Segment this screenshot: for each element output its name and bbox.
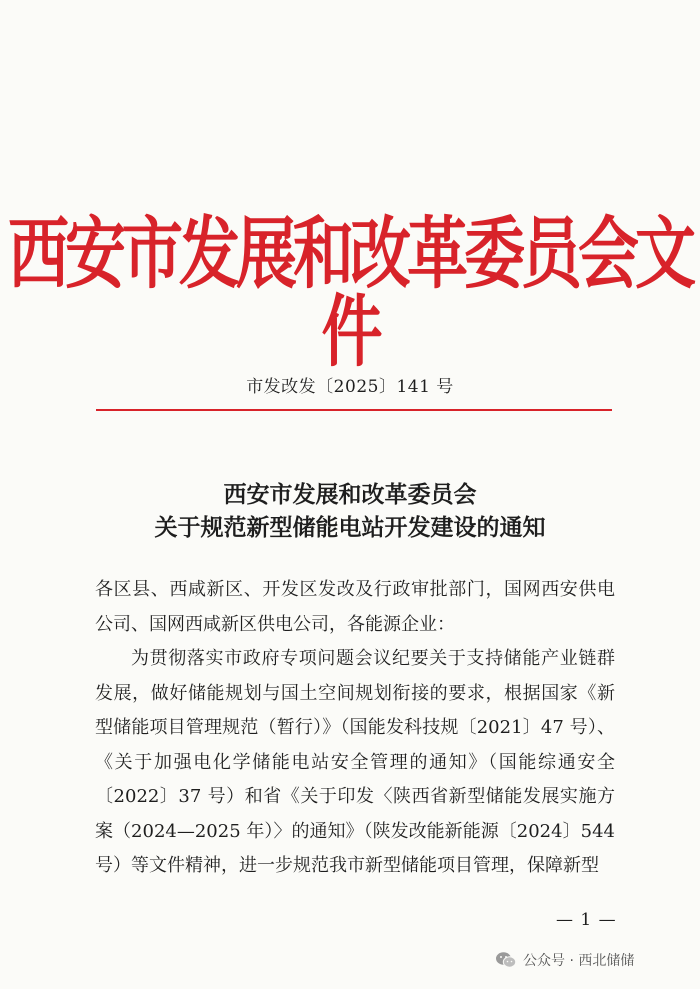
addressees-paragraph: 各区县、西咸新区、开发区发改及行政审批部门，国网西安供电公司、国网西咸新区供电公司，各能源企业： — [95, 579, 615, 635]
document-number: 市发改发〔2025〕141 号 — [246, 377, 454, 397]
notice-title — [0, 478, 700, 544]
document-masthead: 西安市发展和改革委员会文件 — [7, 208, 692, 378]
notice-title-line-2: 关于规范新型储能电站开发建设的通知 — [154, 514, 546, 541]
notice-title-line-1: 西安市发展和改革委员会 — [223, 481, 477, 508]
body-paragraph-1: 为贯彻落实市政府专项问题会议纪要关于支持储能产业链群发展，做好储能规划与国土空间规划衔接的要求，根据国家《新型储能项目管理规范（暂行）》（国能发科技规〔2021〕47 号）、《关于加强电化学储能电站安全管理的通知》（国能综通安全〔2022〕37 号）和省《关于印发〈陕西省新型储能发展实施方案（2024—2025 年）〉的通知》（陕发改能新能源〔2024〕544 号）等文件精神，进一步规范我市新型储能项目管理，保障新型 — [95, 648, 615, 876]
page-number: — 1 — — [556, 910, 617, 930]
notice-body — [95, 573, 615, 884]
watermark-text: 公众号 · 西北储储 — [523, 953, 635, 969]
watermark — [495, 950, 634, 970]
red-divider-line — [96, 409, 612, 411]
wechat-icon — [495, 951, 517, 969]
